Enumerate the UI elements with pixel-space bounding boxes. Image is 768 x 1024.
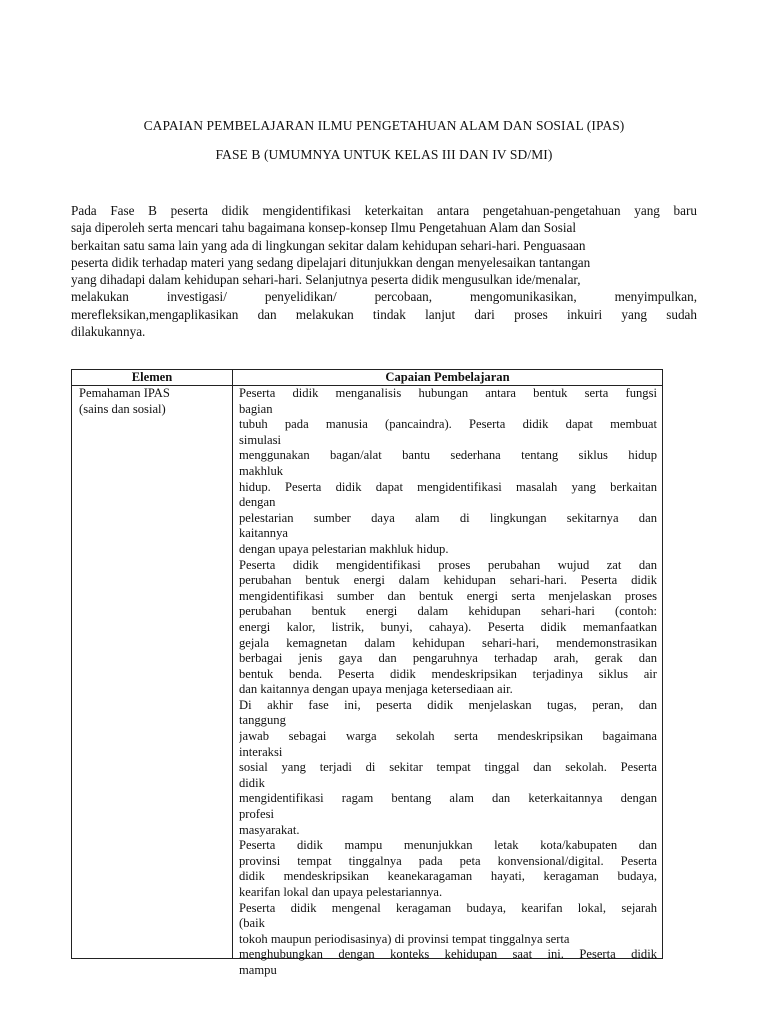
capaian-table xyxy=(71,369,663,977)
intro-line: yang dihadapi dalam kehidupan sehari-hari. Selanjutnya peserta didik mengusulkan ide/menalar, xyxy=(71,272,581,288)
intro-line: merefleksikan,mengaplikasikan dan melakukan tindak lanjut dari proses inkuiri yang sudah xyxy=(71,306,697,322)
intro-line: peserta didik terhadap materi yang sedang dipelajari ditunjukkan dengan menyelesaikan tantangan xyxy=(71,254,591,270)
capaian-line: bentuk benda. Peserta didik mendeskripsikan terjadinya siklus air xyxy=(239,666,657,681)
capaian-line: dengan xyxy=(239,495,276,510)
document-title: CAPAIAN PEMBELAJARAN ILMU PENGETAHUAN ALAM DAN SOSIAL (IPAS) xyxy=(143,118,625,133)
capaian-line: menghubungkan dengan konteks kehidupan saat ini. Peserta didik xyxy=(239,947,657,962)
capaian-line: Peserta didik mengidentifikasi proses perubahan wujud zat dan xyxy=(239,557,657,572)
elemen-cell xyxy=(79,386,229,417)
capaian-line: mengidentifikasi sumber dan bentuk energi serta menjelaskan proses xyxy=(239,588,657,603)
capaian-line: bagian xyxy=(239,401,273,416)
capaian-line: berbagai jenis gaya dan pengaruhnya terhadap arah, gerak dan xyxy=(239,651,657,666)
capaian-line: perubahan bentuk energi dalam kehidupan sehari-hari. Peserta didik xyxy=(239,573,657,588)
capaian-line: provinsi tempat tinggalnya pada peta konvensional/digital. Peserta xyxy=(239,853,657,868)
capaian-line: masyarakat. xyxy=(239,822,300,837)
capaian-line: hidup. Peserta didik dapat mengidentifikasi masalah yang berkaitan xyxy=(239,479,657,494)
capaian-line: mampu xyxy=(239,962,277,977)
capaian-line: profesi xyxy=(239,807,274,822)
capaian-line: didik mendeskripsikan keanekaragaman hayati, keragaman budaya, xyxy=(239,869,657,884)
capaian-line: makhluk xyxy=(239,463,284,478)
capaian-line: menggunakan bagan/alat bantu sederhana tentang siklus hidup xyxy=(239,448,657,463)
capaian-line: energi kalor, listrik, bunyi, cahaya). Peserta didik memanfaatkan xyxy=(239,619,657,634)
capaian-line: tanggung xyxy=(239,713,286,728)
capaian-line: Peserta didik mengenal keragaman budaya, kearifan lokal, sejarah xyxy=(239,900,657,915)
capaian-line: Peserta didik menganalisis hubungan antara bentuk serta fungsi xyxy=(239,386,657,400)
capaian-line: jawab sebagai warga sekolah serta mendeskripsikan bagaimana xyxy=(239,729,657,744)
intro-line: saja diperoleh serta mencari tahu bagaimana konsep-konsep Ilmu Pengetahuan Alam dan Sosial xyxy=(71,220,577,236)
capaian-line: interaksi xyxy=(239,744,283,759)
table-column-divider xyxy=(232,370,233,958)
capaian-line: kearifan lokal dan upaya pelestariannya. xyxy=(239,885,443,899)
table-header-capaian: Capaian Pembelajaran xyxy=(385,370,510,384)
capaian-line: mengidentifikasi ragam bentang alam dan keterkaitannya dengan xyxy=(239,791,657,806)
capaian-line: pelestarian sumber daya alam di lingkungan sekitarnya dan xyxy=(239,510,657,525)
intro-line: melakukan investigasi/ penyelidikan/ percobaan, mengomunikasikan, menyimpulkan, xyxy=(71,289,697,305)
capaian-line: simulasi xyxy=(239,432,281,447)
elemen-line: (sains dan sosial) xyxy=(79,401,166,416)
capaian-line: Peserta didik mampu menunjukkan letak kota/kabupaten dan xyxy=(239,838,657,853)
document-subtitle: FASE B (UMUMNYA UNTUK KELAS III DAN IV SD/MI) xyxy=(215,147,553,162)
capaian-line: tokoh maupun periodisasinya) di provinsi tempat tinggalnya serta xyxy=(239,931,570,946)
capaian-line: gejala kemagnetan dalam kehidupan sehari-hari, mendemonstrasikan xyxy=(239,635,657,650)
capaian-line: sosial yang terjadi di sekitar tempat tinggal dan sekolah. Peserta xyxy=(239,760,657,775)
capaian-line: tubuh pada manusia (pancaindra). Peserta didik dapat membuat xyxy=(239,417,657,432)
capaian-cell xyxy=(239,386,657,979)
table-header-elemen: Elemen xyxy=(131,370,173,384)
intro-line: Pada Fase B peserta didik mengidentifikasi keterkaitan antara pengetahuan-pengetahuan yang baru xyxy=(71,203,697,218)
capaian-line: kaitannya xyxy=(239,526,288,541)
intro-paragraph xyxy=(71,202,697,340)
capaian-line: Di akhir fase ini, peserta didik menjelaskan tugas, peran, dan xyxy=(239,697,657,712)
intro-line: berkaitan satu sama lain yang ada di lingkungan sekitar dalam kehidupan sehari-hari. Penguasaan xyxy=(71,237,586,253)
elemen-line: Pemahaman IPAS xyxy=(79,386,170,400)
capaian-line: didik xyxy=(239,775,265,790)
capaian-line: perubahan bentuk energi dalam kehidupan sehari-hari (contoh: xyxy=(239,604,657,619)
capaian-line: (baik xyxy=(239,916,265,931)
capaian-line: dan kaitannya dengan upaya menjaga ketersediaan air. xyxy=(239,682,513,697)
intro-line: dilakukannya. xyxy=(71,324,146,340)
capaian-line: dengan upaya pelestarian makhluk hidup. xyxy=(239,541,449,556)
